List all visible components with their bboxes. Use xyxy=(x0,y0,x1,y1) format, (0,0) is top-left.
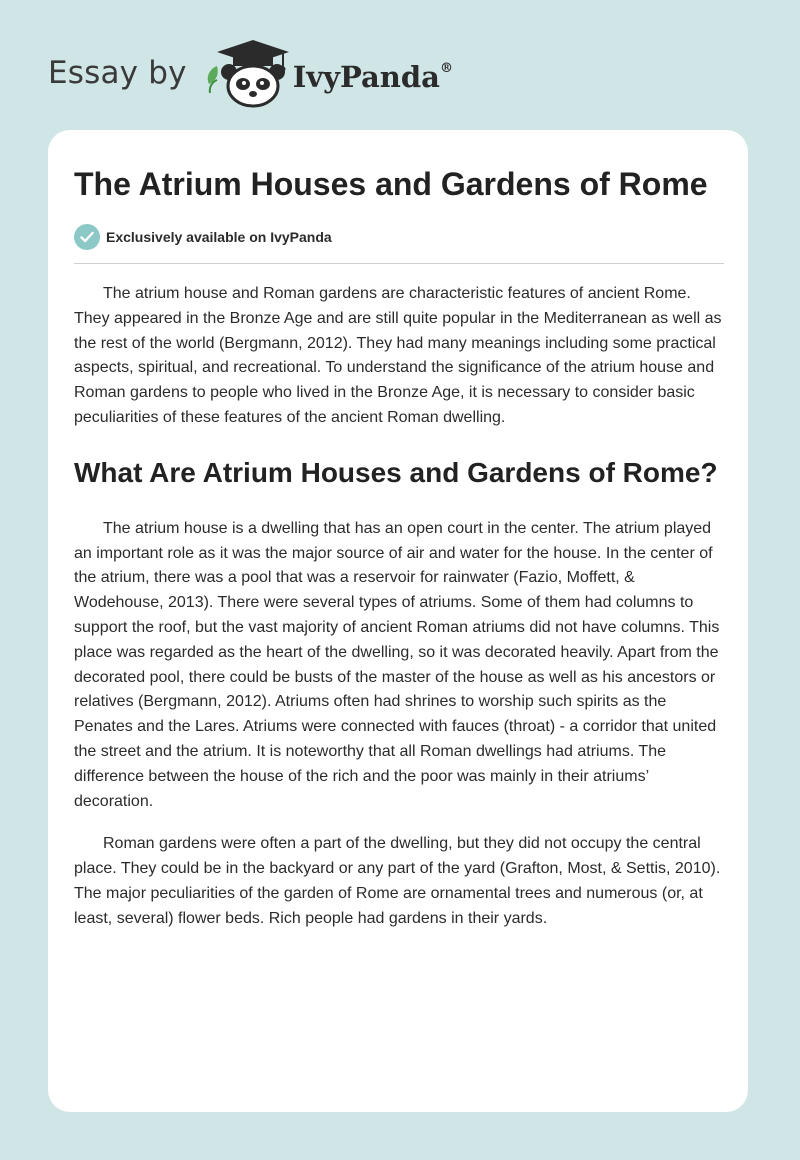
essay-content xyxy=(74,164,724,932)
essay-title: The Atrium Houses and Gardens of Rome xyxy=(74,166,708,202)
panda-graduate-icon[interactable] xyxy=(203,38,291,108)
paragraph-atrium: The atrium house is a dwelling that has an open court in the center. The atrium played an important role as it was the major source of air and water for the house. In the center of the atrium, there was a pool that was a reservoir for rainwater (Fazio, Moffett, & Wodehouse, 2013). There were several types of atriums. Some of them had columns to support the roof, but the vast majority of ancient Roman atriums did not have columns. This place was regarded as the heart of the dwelling, so it was decorated heavily. Apart from the decorated pool, there could be busts of the master of the house as well as his ancestors or relatives (Bergmann, 2012). Atriums often had shrines to worship such spirits as the Penates and the Lares. Atriums were connected with fauces (throat) - a corridor that united the street and the atrium. It is noteworthy that all Roman dwellings had atriums. The difference between the house of the rich and the poor was mainly in their atriums’ decoration. xyxy=(74,519,720,810)
paragraph-gardens: Roman gardens were often a part of the dwelling, but they did not occupy the central place. They could be in the backyard or any part of the yard (Grafton, Most, & Settis, 2010). The major peculiarities of the garden of Rome are ornamental trees and numerous (or, at least, several) flower beds. Rich people had gardens in their yards. xyxy=(74,835,721,927)
brand-name[interactable]: IvyPanda® xyxy=(292,60,453,94)
site-header xyxy=(48,38,453,108)
exclusive-badge xyxy=(74,223,724,251)
check-circle-icon xyxy=(74,224,100,250)
exclusive-label: Exclusively available on IvyPanda xyxy=(106,229,332,245)
section-heading: What Are Atrium Houses and Gardens of Rome? xyxy=(74,456,718,488)
essay-card xyxy=(48,130,748,1112)
paragraph-intro: The atrium house and Roman gardens are characteristic features of ancient Rome. They appeared in the Bronze Age and are still quite popular in the Mediterranean as well as the rest of the world (Bergmann, 2012). They had many meanings including some practical aspects, spiritual, and recreational. To understand the significance of the atrium house and Roman gardens to people who lived in the Bronze Age, it is necessary to consider basic peculiarities of these features of the ancient Roman dwelling. xyxy=(74,285,722,426)
essay-by-label: Essay by xyxy=(48,55,187,91)
divider xyxy=(74,263,724,264)
